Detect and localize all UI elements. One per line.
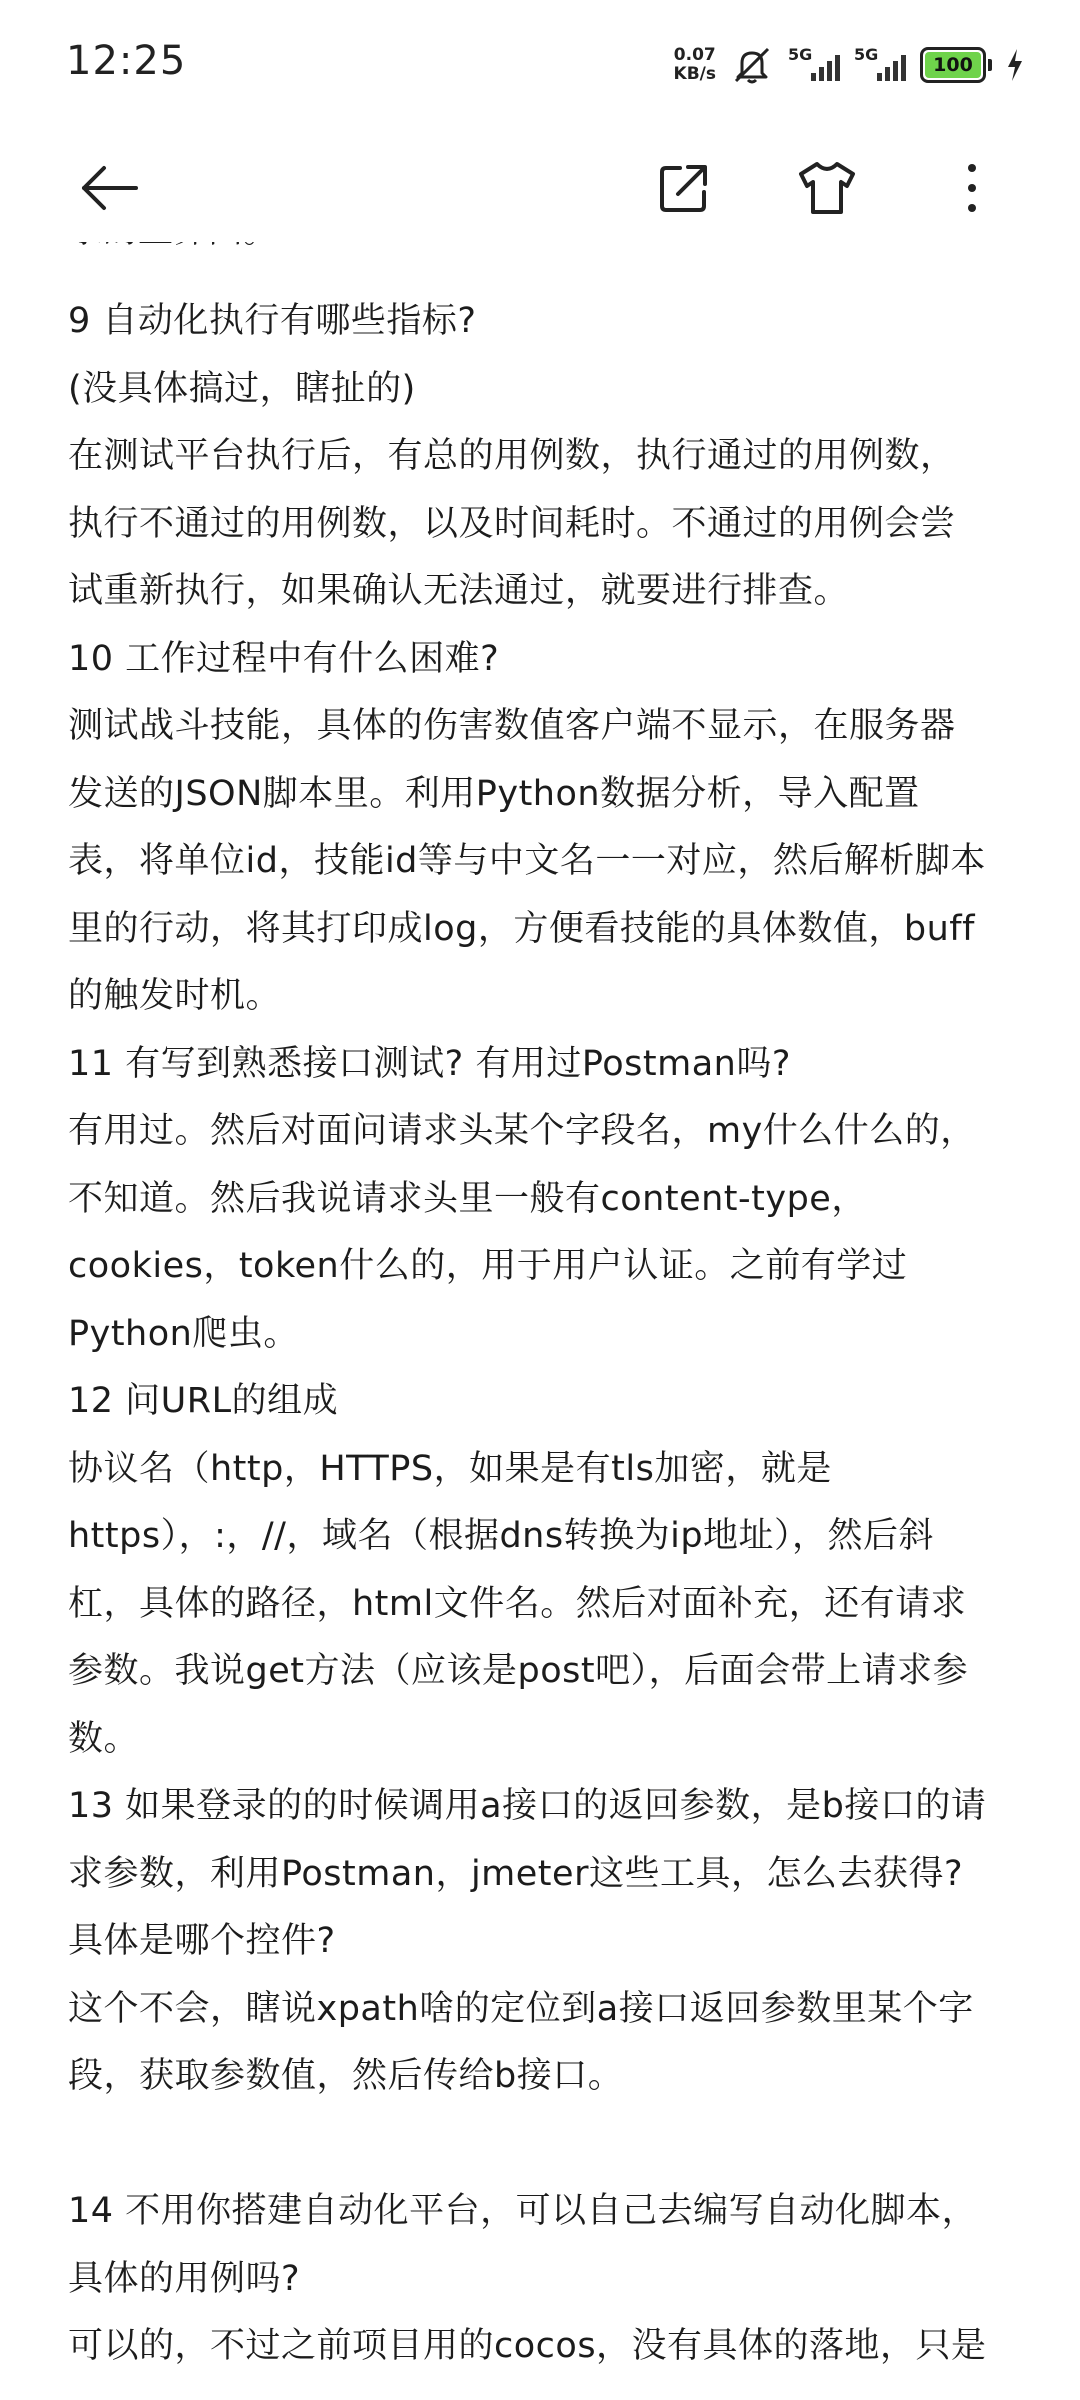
more-options-button[interactable] [940, 156, 1004, 220]
article-line: 参数。我说get方法（应该是post吧），后面会带上请求参 [68, 1651, 969, 1691]
article-line: 12 问URL的组成 [68, 1381, 339, 1421]
article-line: 求参数，利用Postman，jmeter这些工具，怎么去获得? [68, 1853, 964, 1894]
article-line: https），:，//，域名（根据dns转换为ip地址），然后斜 [68, 1516, 935, 1556]
article-line: 9 自动化执行有哪些指标? [68, 301, 477, 341]
network-speed-value: 0.07 [673, 45, 716, 65]
sim1-network-label: 5G [788, 45, 813, 64]
battery-level: 100 [925, 52, 981, 78]
article-line: 10 工作过程中有什么困难? [68, 638, 500, 679]
article-line: 段，获取参数值，然后传给b接口。 [68, 2056, 624, 2096]
article-line: 可以的，不过之前项目用的cocos，没有具体的落地，只是 [68, 2326, 987, 2366]
article-line: 杠，具体的路径，html文件名。然后对面补充，还有请求 [68, 1583, 967, 1624]
article-line: 在测试平台执行后，有总的用例数，执行通过的用例数， [68, 436, 956, 476]
article-body [68, 288, 1028, 2381]
signal-sim1-icon [788, 45, 840, 85]
back-button[interactable] [78, 156, 142, 220]
network-speed-unit: KB/s [673, 64, 716, 84]
tshirt-icon [797, 160, 857, 216]
article-line: 具体是哪个控件? [68, 1921, 336, 1961]
article-line: 测试战斗技能，具体的伤害数值客户端不显示，在服务器 [68, 706, 956, 746]
back-arrow-icon [78, 156, 142, 220]
status-icons [674, 40, 1024, 90]
status-time: 12:25 [66, 38, 187, 84]
article-line: 不知道。然后我说请求头里一般有content-type， [68, 1178, 867, 1219]
article-line [68, 2111, 1028, 2179]
article-line: 这个不会，瞎说xpath啥的定位到a接口返回参数里某个字 [68, 1988, 974, 2029]
battery-icon [920, 47, 992, 83]
article-line: 14 不用你搭建自动化平台，可以自己去编写自动化脚本， [68, 2191, 978, 2231]
charging-icon [1006, 48, 1024, 82]
article-line: 11 有写到熟悉接口测试? 有用过Postman吗? [68, 1043, 791, 1084]
article-line: Python爬虫。 [68, 1313, 299, 1354]
app-bar [0, 130, 1080, 242]
article-line: 协议名（http，HTTPS，如果是有tls加密，就是 [68, 1448, 832, 1489]
signal-sim2-icon [854, 45, 906, 85]
status-bar [0, 0, 1080, 130]
share-external-icon [656, 160, 712, 216]
article-line: 具体的用例吗? [68, 2258, 301, 2299]
article-line: 有用过。然后对面问请求头某个字段名，my什么什么的， [68, 1111, 976, 1151]
sim2-network-label: 5G [854, 45, 879, 64]
article-line: 里的行动，将其打印成log，方便看技能的具体数值，buff [68, 908, 975, 949]
theme-button[interactable] [795, 156, 859, 220]
article-line: 执行不通过的用例数，以及时间耗时。不通过的用例会尝 [68, 503, 956, 544]
article-line: 的触发时机。 [68, 976, 282, 1016]
share-button[interactable] [652, 156, 716, 220]
article-line: cookies，token什么的，用于用户认证。之前有学过 [68, 1246, 908, 1286]
network-speed [674, 46, 716, 84]
article-line: 发送的JSON脚本里。利用Python数据分析，导入配置 [68, 773, 920, 814]
partial-top-line [68, 236, 1028, 276]
article-line: 13 如果登录的的时候调用a接口的返回参数，是b接口的请 [68, 1786, 987, 1826]
article-line: (没具体搞过，瞎扯的) [68, 368, 416, 409]
article-line: 数。 [68, 1718, 140, 1759]
mute-icon [730, 45, 774, 85]
article-line: 试重新执行，如果确认无法通过，就要进行排查。 [68, 571, 850, 611]
more-vertical-icon [960, 160, 984, 216]
article-line: 表，将单位id，技能id等与中文名一一对应，然后解析脚本 [68, 841, 986, 881]
